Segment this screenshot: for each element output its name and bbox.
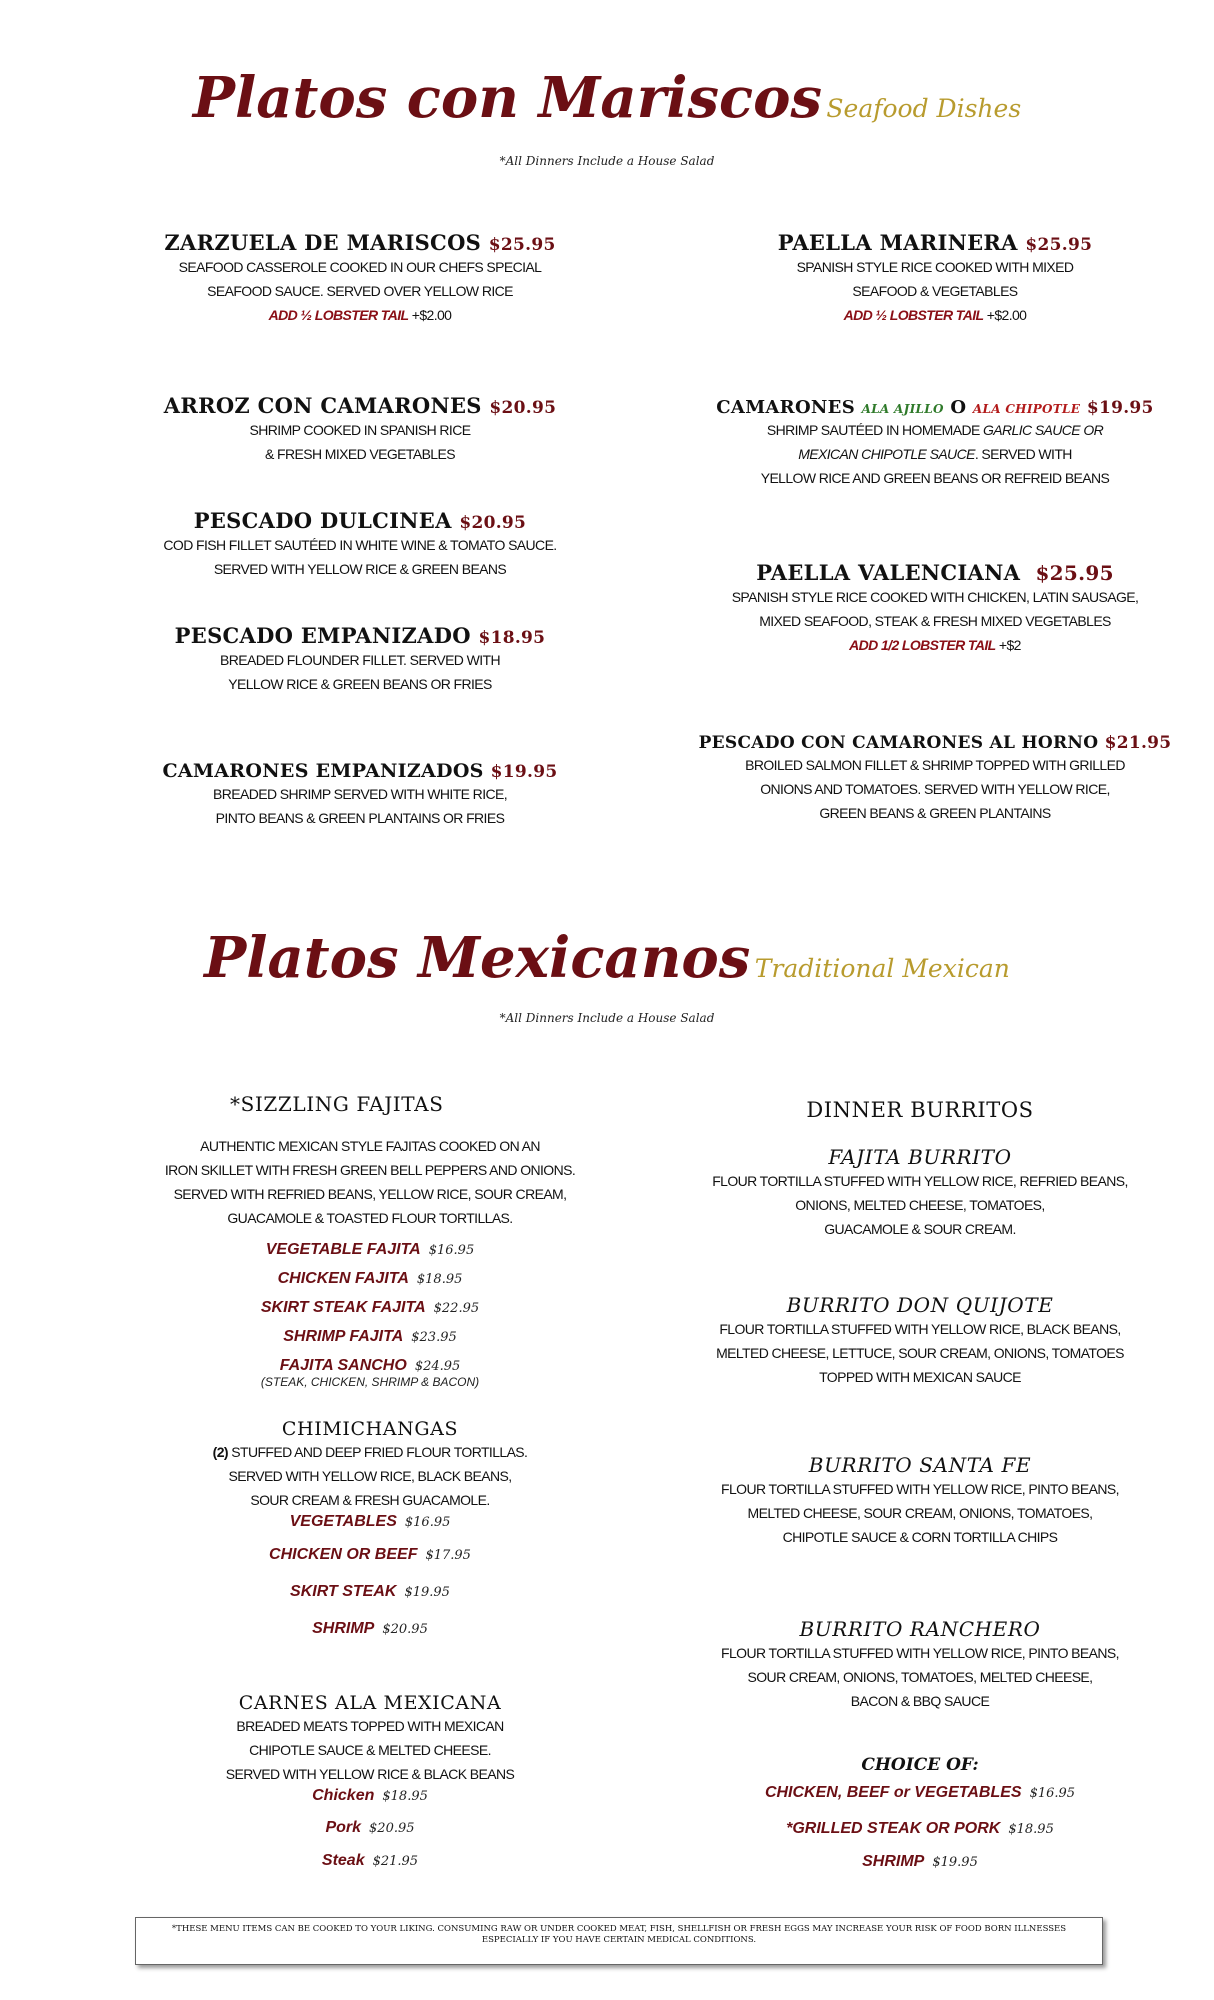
fajitas-desc-line: AUTHENTIC MEXICAN STYLE FAJITAS COOKED ON AN (200, 1138, 540, 1154)
disclaimer-line: ESPECIALLY IF YOU HAVE CERTAIN MEDICAL CONDITIONS. (481, 1935, 757, 1945)
dish-desc: . SERVED WITH (974, 446, 1072, 462)
dish-desc: BREADED FLOUNDER FILLET. SERVED WITH (220, 652, 500, 668)
seafood-subtitle: Seafood Dishes (826, 94, 1022, 123)
dish-desc: BREADED SHRIMP SERVED WITH WHITE RICE, (212, 786, 508, 802)
item-name: CHICKEN FAJITA (277, 1270, 409, 1287)
fajitas-items (90, 1236, 650, 1389)
dish-camarones-ajillo (655, 397, 1214, 490)
option-chipotle: ALA CHIPOTLE (972, 402, 1081, 416)
mexican-note: *All Dinners Include a House Salad (499, 1011, 715, 1025)
mexican-title: Platos Mexicanos (204, 925, 751, 991)
dish-desc: YELLOW RICE AND GREEN BEANS OR REFREID BEANS (760, 470, 1110, 486)
item-price: $17.95 (425, 1548, 471, 1563)
carnes-desc: SERVED WITH YELLOW RICE & BLACK BEANS (225, 1766, 515, 1782)
item-price: $20.95 (382, 1622, 428, 1637)
burrito-desc: MELTED CHEESE, SOUR CREAM, ONIONS, TOMATOES, (747, 1505, 1093, 1521)
burrito-fajita (630, 1145, 1210, 1241)
fajitas-desc (90, 1134, 650, 1230)
choice-name: SHRIMP (862, 1853, 925, 1870)
addon-price: +$2 (998, 637, 1021, 653)
fajitas-heading (230, 1092, 444, 1116)
item-name: VEGETABLES (289, 1513, 397, 1530)
dish-desc: ONIONS AND TOMATOES. SERVED WITH YELLOW RICE, (760, 781, 1110, 797)
dish-desc: COD FISH FILLET SAUTÉED IN WHITE WINE & TOMATO SAUCE. (163, 537, 557, 553)
option-ajillo: ALA AJILLO (861, 402, 944, 416)
dish-desc: SEAFOOD CASSEROLE COOKED IN OUR CHEFS SPECIAL (178, 259, 542, 275)
chimi-desc: SOUR CREAM & FRESH GUACAMOLE. (250, 1492, 490, 1508)
dish-price: $21.95 (1104, 733, 1172, 753)
burrito-desc: FLOUR TORTILLA STUFFED WITH YELLOW RICE, PINTO BEANS, (721, 1481, 1119, 1497)
item-price: $21.95 (372, 1854, 419, 1869)
item-name: SHRIMP FAJITA (283, 1328, 404, 1345)
mexican-subtitle: Traditional Mexican (754, 954, 1010, 983)
burrito-don-quijote (630, 1293, 1210, 1389)
carnes-title: CARNES ALA MEXICANA (238, 1692, 502, 1714)
burrito-desc: TOPPED WITH MEXICAN SAUCE (819, 1369, 1021, 1385)
dish-desc: & FRESH MIXED VEGETABLES (265, 446, 455, 462)
choice-heading: CHOICE OF: (861, 1755, 979, 1775)
burrito-desc: BACON & BBQ SAUCE (850, 1693, 990, 1709)
mexican-header (0, 925, 1214, 991)
item-price: $19.95 (404, 1585, 450, 1600)
chimichangas-title: CHIMICHANGAS (281, 1418, 459, 1440)
item-name: FAJITA SANCHO (279, 1357, 407, 1374)
burrito-desc: GUACAMOLE & SOUR CREAM. (824, 1221, 1016, 1237)
carnes-section (90, 1692, 650, 1877)
item-name: SKIRT STEAK FAJITA (260, 1299, 426, 1316)
dish-price: $20.95 (459, 513, 527, 533)
dish-name: PAELLA VALENCIANA (756, 560, 1021, 585)
disclaimer-line: *THESE MENU ITEMS CAN BE COOKED TO YOUR LIKING. CONSUMING RAW OR UNDER COOKED MEAT, FISH, SHELLFISH OR FRESH EGGS MAY INCREASE YOUR RISK OF FOOD BORN ILLNESSES (171, 1924, 1067, 1934)
dish-paella-valenciana (655, 560, 1214, 657)
item-name: VEGETABLE FAJITA (265, 1241, 421, 1258)
chimi-qty: (2) (212, 1444, 228, 1460)
item-name: Pork (325, 1819, 362, 1836)
burrito-desc: MELTED CHEESE, LETTUCE, SOUR CREAM, ONIONS, TOMATOES (716, 1345, 1124, 1361)
item-name: Steak (321, 1852, 365, 1869)
dish-name: ARROZ CON CAMARONES (163, 393, 482, 418)
item-price: $16.95 (428, 1243, 475, 1258)
dish-desc: BROILED SALMON FILLET & SHRIMP TOPPED WITH GRILLED (745, 757, 1125, 773)
item-name: Chicken (312, 1787, 375, 1804)
dish-desc: YELLOW RICE & GREEN BEANS OR FRIES (228, 676, 492, 692)
burrito-desc: SOUR CREAM, ONIONS, TOMATOES, MELTED CHEESE, (747, 1669, 1093, 1685)
dish-camarones-empanizados (80, 760, 640, 830)
burrito-desc: FLOUR TORTILLA STUFFED WITH YELLOW RICE, PINTO BEANS, (721, 1645, 1119, 1661)
item-price: $18.95 (382, 1789, 428, 1804)
item-price: $20.95 (369, 1821, 415, 1836)
burrito-santa-fe (630, 1453, 1210, 1549)
dish-zarzuela (80, 230, 640, 327)
burrito-ranchero (630, 1617, 1210, 1713)
burrito-name: BURRITO DON QUIJOTE (786, 1293, 1054, 1317)
dish-name: CAMARONES EMPANIZADOS (162, 760, 484, 782)
burrito-name: BURRITO RANCHERO (799, 1617, 1041, 1641)
fajitas-desc-line: IRON SKILLET WITH FRESH GREEN BELL PEPPERS AND ONIONS. (164, 1162, 576, 1178)
burritos-title: DINNER BURRITOS (806, 1098, 1034, 1122)
item-name: SKIRT STEAK (290, 1583, 397, 1600)
addon-price: +$2.00 (411, 307, 452, 323)
dish-desc-italic: MEXICAN CHIPOTLE SAUCE (798, 446, 975, 462)
food-safety-disclaimer (135, 1917, 1103, 1965)
dish-desc: SEAFOOD SAUCE. SERVED OVER YELLOW RICE (207, 283, 513, 299)
item-price: $16.95 (404, 1515, 451, 1530)
dish-desc: SEAFOOD & VEGETABLES (852, 283, 1018, 299)
dish-desc: PINTO BEANS & GREEN PLANTAINS OR FRIES (215, 810, 505, 826)
dish-desc: SPANISH STYLE RICE COOKED WITH MIXED (796, 259, 1074, 275)
dish-name: CAMARONES (716, 397, 855, 418)
choice-name: CHICKEN, BEEF or VEGETABLES (764, 1784, 1022, 1801)
item-name: SHRIMP (312, 1620, 375, 1637)
dish-desc: GREEN BEANS & GREEN PLANTAINS (819, 805, 1051, 821)
item-price: $22.95 (433, 1301, 480, 1316)
addon-price: +$2.00 (986, 307, 1027, 323)
dish-price: $25.95 (1035, 561, 1114, 585)
item-price: $18.95 (416, 1272, 463, 1287)
chimi-desc: SERVED WITH YELLOW RICE, BLACK BEANS, (228, 1468, 512, 1484)
dish-desc-italic: GARLIC SAUCE OR (983, 422, 1104, 438)
dish-desc: SPANISH STYLE RICE COOKED WITH CHICKEN, LATIN SAUSAGE, (731, 589, 1139, 605)
burritos-section (630, 1098, 1210, 1122)
dish-price: $25.95 (1025, 235, 1093, 255)
item-price: $24.95 (414, 1359, 461, 1374)
carnes-desc: CHIPOTLE SAUCE & MELTED CHEESE. (249, 1742, 491, 1758)
dish-price: $19.95 (490, 762, 558, 782)
dish-price: $18.95 (478, 628, 546, 648)
chimi-desc: STUFFED AND DEEP FRIED FLOUR TORTILLAS. (227, 1444, 528, 1460)
burrito-name: FAJITA BURRITO (828, 1145, 1012, 1169)
dish-empanizado (80, 623, 640, 696)
burrito-desc: ONIONS, MELTED CHEESE, TOMATOES, (795, 1197, 1045, 1213)
dish-desc: MIXED SEAFOOD, STEAK & FRESH MIXED VEGETABLES (759, 613, 1111, 629)
fajitas-desc-line: SERVED WITH REFRIED BEANS, YELLOW RICE, SOUR CREAM, (173, 1186, 567, 1202)
carnes-desc: BREADED MEATS TOPPED WITH MEXICAN (236, 1718, 504, 1734)
choice-price: $19.95 (932, 1855, 978, 1870)
addon-label: ADD ½ LOBSTER TAIL (268, 307, 409, 323)
dish-name: ZARZUELA DE MARISCOS (164, 230, 482, 255)
fajitas-title: *SIZZLING FAJITAS (230, 1092, 444, 1116)
dish-arroz (80, 393, 640, 466)
fajita-sancho-note: (STEAK, CHICKEN, SHRIMP & BACON) (260, 1375, 480, 1389)
option-or: O (950, 397, 967, 418)
burrito-desc: FLOUR TORTILLA STUFFED WITH YELLOW RICE, REFRIED BEANS, (712, 1173, 1128, 1189)
dish-name: PESCADO DULCINEA (193, 508, 452, 533)
dish-desc: SHRIMP COOKED IN SPANISH RICE (249, 422, 471, 438)
choice-name: *GRILLED STEAK OR PORK (786, 1820, 1001, 1837)
dish-paella-marinera (655, 230, 1214, 327)
seafood-note: *All Dinners Include a House Salad (499, 154, 715, 168)
choice-price: $18.95 (1008, 1822, 1054, 1837)
chimichangas-section (90, 1418, 650, 1648)
addon-label: ADD ½ LOBSTER TAIL (843, 307, 984, 323)
dish-desc: SHRIMP SAUTÉED IN HOMEMADE (766, 422, 983, 438)
fajitas-desc-line: GUACAMOLE & TOASTED FLOUR TORTILLAS. (227, 1210, 513, 1226)
item-name: CHICKEN OR BEEF (269, 1546, 418, 1563)
dish-dulcinea (80, 508, 640, 581)
dish-name: PESCADO CON CAMARONES AL HORNO (698, 733, 1099, 753)
dish-pescado-horno (655, 733, 1214, 825)
burrito-desc: FLOUR TORTILLA STUFFED WITH YELLOW RICE, BLACK BEANS, (719, 1321, 1121, 1337)
dish-price: $20.95 (489, 398, 557, 418)
item-price: $23.95 (411, 1330, 457, 1345)
burrito-desc: CHIPOTLE SAUCE & CORN TORTILLA CHIPS (782, 1529, 1058, 1545)
burrito-choices (630, 1755, 1210, 1878)
choice-price: $16.95 (1029, 1786, 1076, 1801)
dish-price: $25.95 (488, 235, 556, 255)
dish-desc: SERVED WITH YELLOW RICE & GREEN BEANS (213, 561, 507, 577)
seafood-title: Platos con Mariscos (192, 65, 822, 131)
addon-label: ADD 1/2 LOBSTER TAIL (849, 637, 996, 653)
burrito-name: BURRITO SANTA FE (808, 1453, 1032, 1477)
dish-name: PAELLA MARINERA (777, 230, 1018, 255)
dish-price: $19.95 (1086, 398, 1154, 418)
dish-name: PESCADO EMPANIZADO (174, 623, 471, 648)
seafood-header (0, 65, 1214, 131)
